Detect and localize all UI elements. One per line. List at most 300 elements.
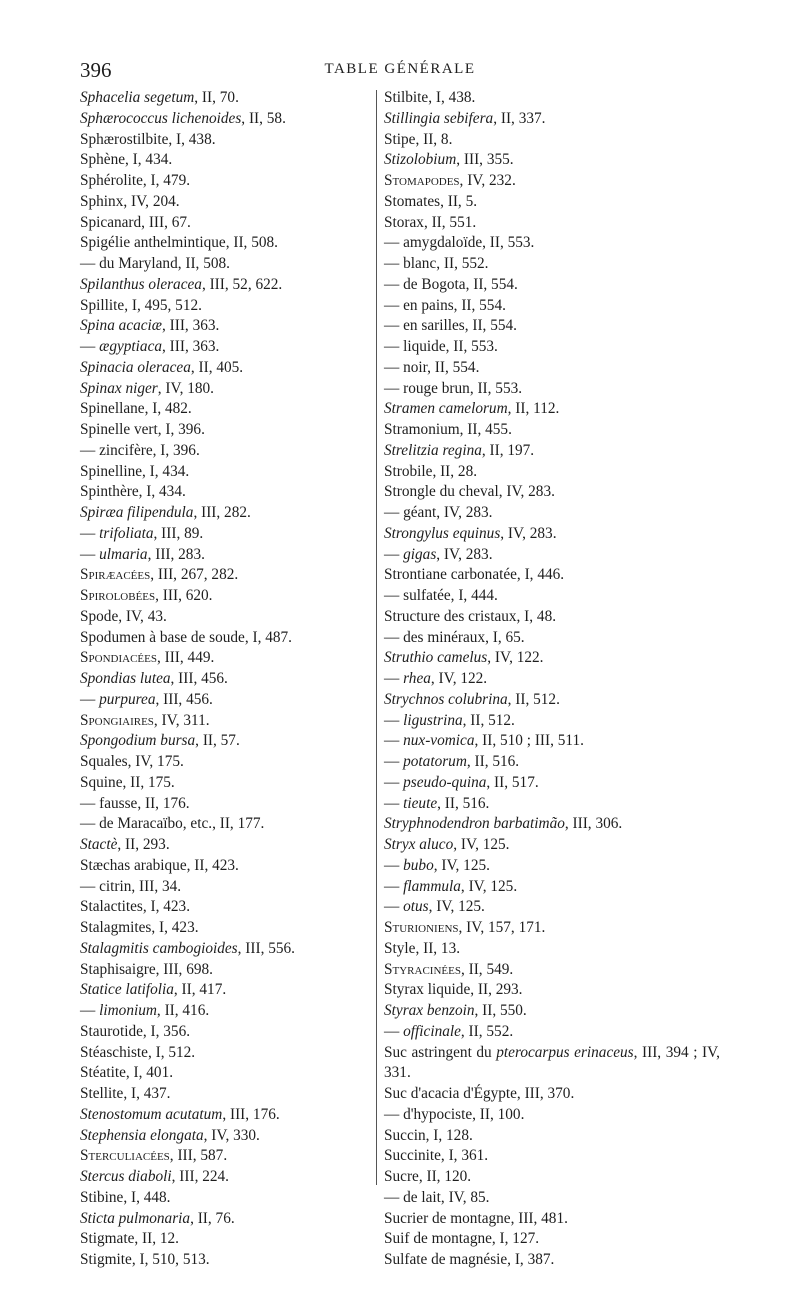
entry-text: Spigélie anthelmintique, II, 508. (80, 234, 278, 252)
index-entry (80, 939, 372, 960)
entry-text: Stomapodes (384, 172, 460, 189)
entry-text: Stalactites, I, 423. (80, 898, 191, 916)
entry-text: — (80, 1002, 100, 1019)
entry-text: Sturioniens (384, 919, 459, 936)
running-title: TABLE GÉNÉRALE (324, 61, 476, 77)
index-entry (384, 648, 720, 669)
entry-text: , II, 549. (460, 960, 514, 978)
index-entry (80, 1043, 372, 1064)
index-entry (384, 171, 720, 192)
entry-text: pterocarpus erinaceus (496, 1043, 634, 1061)
entry-text: — fausse, II, 176. (80, 794, 190, 812)
entry-text: , II, 337. (493, 109, 546, 127)
entry-text: — noir, II, 554. (384, 358, 480, 376)
entry-text: , III, 587. (169, 1147, 228, 1165)
entry-text: — citrin, III, 34. (80, 877, 182, 895)
entry-text: Storax, II, 551. (384, 213, 477, 231)
index-entry (384, 1146, 720, 1167)
entry-text: Stenostomum acutatum (80, 1105, 223, 1123)
index-entry (384, 379, 720, 400)
entry-text: flammula (403, 877, 461, 895)
index-entry (384, 88, 720, 109)
index-entry (80, 814, 372, 835)
entry-text: — (80, 545, 100, 563)
index-entry (384, 628, 720, 649)
entry-text: , II, 516. (437, 794, 490, 812)
index-entry (80, 731, 372, 752)
entry-text: Stizolobium (384, 151, 457, 169)
index-entry (384, 1167, 720, 1188)
index-entry (384, 337, 720, 358)
entry-text: Succin, I, 128. (384, 1126, 473, 1144)
entry-text: , II, 550. (474, 1002, 527, 1019)
index-entry (384, 1084, 720, 1105)
entry-text: Spinellane, I, 482. (80, 400, 192, 418)
entry-text: , III, 456. (170, 670, 228, 687)
entry-text: Statice latifolia (80, 981, 174, 999)
index-entry (80, 213, 372, 234)
entry-text: ulmaria (99, 545, 148, 563)
entry-text: , III, 394 ; IV, 331. (384, 1043, 720, 1082)
index-entry (80, 1084, 372, 1105)
index-entry (384, 192, 720, 213)
entry-text: — rouge brun, II, 553. (384, 379, 523, 397)
entry-text: Structure des cristaux, I, 48. (384, 607, 557, 625)
entry-text: purpurea (99, 690, 156, 708)
index-entry (80, 171, 372, 192)
index-entry (80, 607, 372, 628)
entry-text: Sphinx, IV, 204. (80, 192, 180, 210)
entry-text: , IV, 125. (453, 836, 510, 853)
index-entry (384, 877, 720, 898)
column-divider (376, 90, 377, 1185)
index-entry (80, 1126, 372, 1147)
entry-text: — (80, 338, 100, 355)
entry-text: — sulfatée, I, 444. (384, 587, 498, 604)
index-entry (80, 835, 372, 856)
index-entry (384, 109, 720, 130)
entry-text: , III, 224. (171, 1168, 229, 1185)
entry-text: — amygdaloïde, II, 553. (384, 234, 535, 252)
index-entry (80, 711, 372, 732)
index-entry (80, 482, 372, 503)
index-entry (384, 939, 720, 960)
index-entry (80, 586, 372, 607)
page-number: 396 (80, 58, 112, 82)
entry-text: Suc astringent du (384, 1043, 497, 1061)
index-entry (80, 88, 372, 109)
entry-text: limonium (99, 1002, 157, 1019)
index-entry (80, 524, 372, 545)
index-entry (80, 669, 372, 690)
index-column-left (80, 88, 372, 1271)
entry-text: , IV, 283. (500, 524, 557, 542)
index-entry (80, 420, 372, 441)
entry-text: bubo (403, 856, 434, 874)
entry-text: , IV, 125. (433, 856, 490, 874)
entry-text: Squales, IV, 175. (80, 753, 184, 770)
entry-text: — des minéraux, I, 65. (384, 628, 525, 646)
entry-text: Stomates, II, 5. (384, 192, 478, 210)
entry-text: , II, 405. (190, 358, 244, 376)
index-entry (80, 897, 372, 918)
entry-text: Suc d'acacia d'Égypte, III, 370. (384, 1085, 575, 1102)
index-entry (384, 399, 720, 420)
entry-text: trifoliata (99, 524, 154, 542)
entry-text: ægyptiaca (99, 338, 163, 355)
entry-text: — de lait, IV, 85. (384, 1188, 490, 1206)
entry-text: Suif de montagne, I, 127. (384, 1230, 540, 1248)
entry-text: Strongle du cheval, IV, 283. (384, 483, 555, 501)
entry-text: Stéatite, I, 401. (80, 1064, 174, 1082)
index-entry (384, 441, 720, 462)
entry-text: Stramonium, II, 455. (384, 421, 512, 438)
entry-text: , II, 112. (507, 400, 560, 418)
entry-text: Sphærococcus lichenoides (80, 109, 242, 127)
entry-text: , IV, 232. (459, 172, 516, 189)
entry-text: Stercus diaboli (80, 1168, 172, 1185)
entry-text: Sphærostilbite, I, 438. (80, 130, 216, 148)
index-entry (80, 296, 372, 317)
index-entry (384, 1209, 720, 1230)
entry-text: Spondias lutea (80, 670, 171, 687)
index-entry (80, 130, 372, 151)
entry-text: Spiræa filipendula (80, 504, 194, 521)
entry-text: Spinelle vert, I, 396. (80, 421, 205, 438)
index-entry (80, 877, 372, 898)
entry-text: tieute (403, 794, 438, 812)
entry-text: , IV, 283. (436, 545, 493, 563)
index-entry (384, 545, 720, 566)
entry-text: , IV, 122. (430, 670, 488, 687)
entry-text: Styrax benzoin (384, 1002, 475, 1019)
entry-text: , III, 355. (456, 151, 514, 169)
entry-text: Staphisaigre, III, 698. (80, 960, 213, 978)
entry-text: Spillite, I, 495, 512. (80, 296, 202, 314)
index-entry (80, 1063, 372, 1084)
entry-text: Stigmite, I, 510, 513. (80, 1251, 210, 1268)
index-entry (384, 150, 720, 171)
index-entry (80, 109, 372, 130)
entry-text: Spongodium bursa (80, 732, 196, 750)
entry-text: Sphène, I, 434. (80, 151, 173, 169)
entry-text: — (80, 690, 100, 708)
entry-text: Stéaschiste, I, 512. (80, 1043, 196, 1061)
entry-text: Stalagmitis cambogioides (80, 939, 238, 957)
entry-text: , IV, 180. (157, 379, 214, 397)
index-entry (384, 1250, 720, 1271)
index-entry (384, 275, 720, 296)
index-entry (384, 835, 720, 856)
entry-text: — blanc, II, 552. (384, 255, 489, 272)
entry-text: , II, 516. (466, 753, 520, 770)
entry-text: , IV, 125. (460, 877, 518, 895)
entry-text: Strelitzia regina (384, 441, 482, 459)
entry-text: , IV, 122. (487, 649, 544, 667)
index-entry (80, 150, 372, 171)
index-entry (384, 794, 720, 815)
index-entry (384, 1022, 720, 1043)
entry-text: Spina acaciæ (80, 317, 162, 335)
entry-text: — (384, 545, 404, 563)
entry-text: Sucre, II, 120. (384, 1168, 472, 1185)
entry-text: pseudo-quina (403, 773, 487, 791)
entry-text: — (384, 898, 404, 916)
index-entry (80, 1001, 372, 1022)
entry-text: Spode, IV, 43. (80, 607, 167, 625)
entry-text: Stryphnodendron barbatimão (384, 815, 565, 833)
entry-text: gigas (403, 545, 437, 563)
index-entry (80, 1105, 372, 1126)
index-entry (384, 358, 720, 379)
index-entry (384, 669, 720, 690)
index-entry (384, 420, 720, 441)
index-entry (384, 296, 720, 317)
index-entry (80, 254, 372, 275)
entry-text: , II, 417. (173, 981, 227, 999)
index-entry (384, 960, 720, 981)
index-entry (384, 897, 720, 918)
entry-text: Stilbite, I, 438. (384, 89, 476, 106)
entry-text: Strychnos colubrina (384, 690, 508, 708)
entry-text: , III, 363. (162, 317, 220, 335)
entry-text: Sucrier de montagne, III, 481. (384, 1209, 568, 1227)
entry-text: , II, 197. (481, 441, 535, 459)
index-entry (384, 752, 720, 773)
entry-text: , III, 267, 282. (150, 566, 239, 584)
index-entry (384, 462, 720, 483)
index-entry (384, 814, 720, 835)
index-entry (80, 1250, 372, 1271)
entry-text: Sphérolite, I, 479. (80, 172, 191, 189)
entry-text: — géant, IV, 283. (384, 504, 493, 521)
entry-text: Sulfate de magnésie, I, 387. (384, 1251, 555, 1268)
entry-text: Stibine, I, 448. (80, 1188, 171, 1206)
index-entry (80, 233, 372, 254)
entry-text: , II, 57. (195, 732, 240, 750)
index-entry (80, 773, 372, 794)
entry-text: , IV, 330. (203, 1126, 260, 1144)
entry-text: , II, 416. (156, 1002, 210, 1019)
index-entry (80, 1022, 372, 1043)
entry-text: Spirolobées (80, 587, 156, 604)
entry-text: ligustrina (403, 711, 463, 729)
entry-text: Spongiaires (80, 711, 154, 729)
index-entry (80, 379, 372, 400)
index-entry (384, 607, 720, 628)
entry-text: Stellite, I, 437. (80, 1085, 171, 1102)
entry-text: , III, 449. (156, 649, 215, 667)
index-entry (80, 960, 372, 981)
entry-text: , IV, 311. (153, 711, 210, 729)
entry-text: , III, 456. (155, 690, 213, 708)
index-entry (80, 316, 372, 337)
entry-text: — de Maracaïbo, etc., II, 177. (80, 815, 265, 833)
entry-text: Spinelline, I, 434. (80, 462, 190, 480)
entry-text: Spinthère, I, 434. (80, 483, 186, 501)
index-entry (80, 1188, 372, 1209)
index-entry (384, 1126, 720, 1147)
entry-text: — (384, 856, 404, 874)
index-entry (80, 1229, 372, 1250)
entry-text: — (384, 773, 404, 791)
entry-text: — (384, 753, 404, 770)
entry-text: , II, 552. (460, 1022, 514, 1040)
entry-text: Sterculiacées (80, 1147, 170, 1165)
entry-text: Spiræacées (80, 566, 151, 584)
index-entry (384, 482, 720, 503)
entry-text: Spondiacées (80, 649, 157, 667)
index-entry (384, 1001, 720, 1022)
index-entry (384, 1043, 720, 1085)
entry-text: , IV, 125. (428, 898, 485, 916)
index-entry (80, 980, 372, 1001)
index-entry (80, 462, 372, 483)
index-entry (384, 773, 720, 794)
index-entry (384, 1229, 720, 1250)
entry-text: , II, 517. (486, 773, 539, 791)
entry-text: Stipe, II, 8. (384, 130, 453, 148)
entry-text: Sticta pulmonaria (80, 1209, 191, 1227)
entry-text: Staurotide, I, 356. (80, 1022, 191, 1040)
entry-text: Succinite, I, 361. (384, 1147, 489, 1165)
entry-text: , III, 620. (155, 587, 213, 604)
index-entry (80, 275, 372, 296)
index-entry (384, 565, 720, 586)
entry-text: Spinacia oleracea (80, 358, 191, 376)
index-entry (384, 1105, 720, 1126)
entry-text: , II, 512. (507, 690, 560, 708)
entry-text: , III, 176. (222, 1105, 280, 1123)
index-entry (80, 794, 372, 815)
entry-text: Spilanthus oleracea (80, 275, 202, 293)
entry-text: Strontiane carbonatée, I, 446. (384, 566, 565, 584)
entry-text: Spinax niger (80, 379, 158, 397)
index-entry (80, 337, 372, 358)
entry-text: officinale (403, 1022, 461, 1040)
entry-text: , III, 282. (193, 504, 251, 521)
entry-text: otus (403, 898, 429, 916)
entry-text: — (384, 732, 404, 750)
index-entry (384, 586, 720, 607)
entry-text: Stalagmites, I, 423. (80, 919, 199, 936)
entry-text: Stramen camelorum (384, 400, 508, 418)
entry-text: — d'hypociste, II, 100. (384, 1105, 525, 1123)
index-entry (384, 731, 720, 752)
entry-text: , III, 89. (153, 524, 204, 542)
entry-text: — (384, 670, 404, 687)
index-entry (384, 711, 720, 732)
entry-text: — en sarilles, II, 554. (384, 317, 517, 335)
index-entry (80, 690, 372, 711)
entry-text: Stephensia elongata (80, 1126, 204, 1144)
index-entry (384, 316, 720, 337)
entry-text: Stæchas arabique, II, 423. (80, 856, 239, 874)
entry-text: Stigmate, II, 12. (80, 1230, 179, 1248)
entry-text: — (384, 877, 404, 895)
index-entry (80, 856, 372, 877)
index-entry (80, 752, 372, 773)
index-entry (384, 856, 720, 877)
entry-text: potatorum (403, 753, 467, 770)
index-entry (80, 1209, 372, 1230)
entry-text: nux-vomica (403, 732, 475, 750)
entry-text: Squine, II, 175. (80, 773, 175, 791)
index-entry (80, 192, 372, 213)
entry-text: , II, 70. (194, 89, 239, 106)
entry-text: , II, 510 ; III, 511. (474, 732, 584, 750)
index-entry (80, 441, 372, 462)
index-entry (384, 130, 720, 151)
index-entry (80, 565, 372, 586)
entry-text: Styrax liquide, II, 293. (384, 981, 523, 999)
entry-text: — en pains, II, 554. (384, 296, 506, 314)
entry-text: Strongylus equinus (384, 524, 501, 542)
entry-text: Styracinées (384, 960, 461, 978)
index-entry (80, 628, 372, 649)
index-entry (80, 1146, 372, 1167)
index-column-right (384, 88, 720, 1271)
index-entry (80, 399, 372, 420)
index-entry (80, 918, 372, 939)
entry-text: — zincifère, I, 396. (80, 441, 200, 459)
entry-text: Sphacelia segetum (80, 89, 195, 106)
index-entry (80, 503, 372, 524)
entry-text: , II, 512. (462, 711, 515, 729)
page-header (80, 58, 720, 84)
entry-text: , III, 363. (162, 338, 220, 355)
index-entry (384, 918, 720, 939)
index-entry (384, 1188, 720, 1209)
entry-text: — liquide, II, 553. (384, 338, 498, 355)
index-entry (80, 648, 372, 669)
index-entry (384, 503, 720, 524)
entry-text: , III, 306. (564, 815, 623, 833)
index-entry (384, 524, 720, 545)
entry-text: Spicanard, III, 67. (80, 213, 191, 231)
entry-text: — de Bogota, II, 554. (384, 275, 518, 293)
entry-text: Stactè (80, 836, 118, 853)
entry-text: — (384, 794, 404, 812)
entry-text: , III, 283. (147, 545, 205, 563)
entry-text: , II, 293. (117, 836, 170, 853)
entry-text: , IV, 157, 171. (458, 919, 546, 936)
entry-text: Stryx aluco (384, 836, 454, 853)
entry-text: rhea (403, 670, 431, 687)
index-entry (80, 358, 372, 379)
entry-text: Spodumen à base de soude, I, 487. (80, 628, 292, 646)
entry-text: — (80, 524, 100, 542)
index-entry (80, 1167, 372, 1188)
entry-text: , II, 76. (190, 1209, 235, 1227)
index-entry (80, 545, 372, 566)
entry-text: — (384, 711, 404, 729)
entry-text: , III, 556. (237, 939, 295, 957)
entry-text: , II, 58. (241, 109, 286, 127)
entry-text: — du Maryland, II, 508. (80, 255, 230, 272)
entry-text: Strobile, II, 28. (384, 462, 478, 480)
entry-text: Struthio camelus (384, 649, 488, 667)
entry-text: Style, II, 13. (384, 939, 461, 957)
index-entry (384, 213, 720, 234)
entry-text: — (384, 1022, 404, 1040)
index-entry (384, 233, 720, 254)
index-entry (384, 690, 720, 711)
index-entry (384, 254, 720, 275)
entry-text: , III, 52, 622. (201, 275, 283, 293)
index-entry (384, 980, 720, 1001)
entry-text: Stillingia sebifera (384, 109, 494, 127)
